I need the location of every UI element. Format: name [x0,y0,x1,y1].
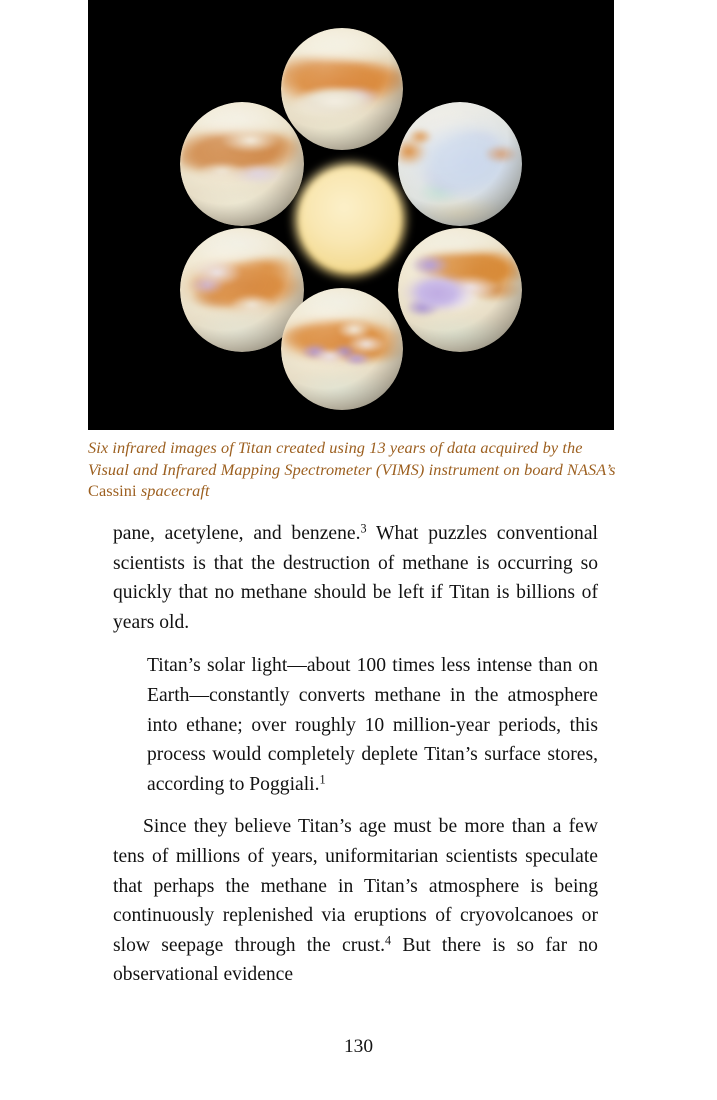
caption-text-part1: Six infrared images of Titan created using 13 years of data acquired by the Visual and Infrared Mapping Spectrometer (VIMS) instrument on board NASA’s [88,438,616,479]
figure-titan-infrared [88,0,614,430]
footnote-marker-1: 1 [319,772,326,787]
globe-bright-terrain-layer [180,102,304,226]
globe-bright-terrain-layer [281,28,403,150]
figure-caption [88,437,616,502]
titan-globe-top [281,28,403,150]
globe-limb-accent-layer [398,102,522,226]
blockquote-text: Titan’s solar light—about 100 times less intense than on Earth—constantly converts methane in the atmosphere into ethane; over roughly 10 million-year periods, this process would completely deplete Titan’s surface stores, according to Poggiali. [147,655,598,795]
caption-text-part2: spacecraft [136,481,210,501]
titan-globe-center-core [301,169,399,270]
titan-globe-upper-left [180,102,304,226]
figure-canvas [88,0,614,430]
globe-polar-cap-layer [281,288,403,410]
blockquote-poggiali [113,651,598,799]
caption-spacecraft-name: Cassini [88,481,137,501]
footnote-marker-4: 4 [384,933,392,948]
paragraph-2-text-after-note: But there is so far no observational evidence [113,934,598,986]
titan-globe-lower-right [398,228,522,352]
body-text-column [113,519,598,990]
titan-globe-bottom [281,288,403,410]
paragraph-1-text-after-note: What puzzles conventional scientists is that the destruction of methane is occurring so quickly that no methane should be left if Titan is billions of years old. [113,523,598,633]
footnote-marker-3: 3 [360,521,367,536]
globe-polar-cap-layer [398,228,522,352]
titan-globe-upper-right [398,102,522,226]
page-number: 130 [343,1036,374,1057]
paragraph-uniformitarian [113,812,598,990]
paragraph-2-text-before-note: Since they believe Titan’s age must be more than a few tens of millions of years, uniformitarian scientists speculate that perhaps the methane in Titan’s atmosphere is being continuously replenished via eruptions of cryovolcanoes or slow seepage through the crust. [113,816,598,956]
paragraph-1-text-before-note: pane, acetylene, and benzene. [113,523,361,544]
paragraph-continuation [113,519,598,637]
